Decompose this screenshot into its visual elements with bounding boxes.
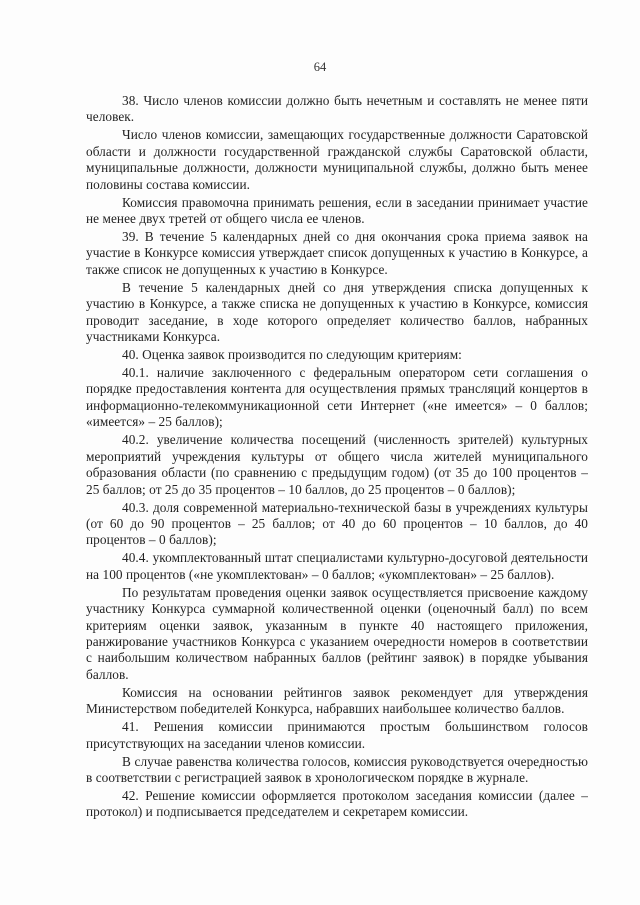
paragraph-41: 41. Решения комиссии принимаются простым большинством голосов присутствующих на заседании членов комиссии. — [86, 719, 588, 751]
paragraph-meeting: В течение 5 календарных дней со дня утверждения списка допущенных к участию в Конкурсе, а также списка не допущенных к участию в Конкурсе, комиссия проводит заседание, в ходе которого определяет количество баллов, набранных участниками Конкурса. — [86, 279, 588, 345]
paragraph-commission-members: Число членов комиссии, замещающих государственные должности Саратовской области и должности государственной гражданской службы Саратовской области, муниципальные должности, должности муниципальной службы, должно быть менее половины состава комиссии. — [86, 127, 588, 192]
paragraph-39: 39. В течение 5 календарных дней со дня окончания срока приема заявок на участие в Конкурсе комиссия утверждает список допущенных к участию в Конкурсе, а также список не допущенных к участию в Конкурсе. — [86, 229, 588, 277]
page-number: 64 — [313, 60, 327, 74]
paragraph-40-4: 40.4. укомплектованный штат специалистами культурно-досуговой деятельности на 100 процентов («не укомплектован» – 0 баллов; «укомплектован» – 25 баллов). — [86, 550, 588, 582]
paragraph-40-2: 40.2. увеличение количества посещений (численность зрителей) культурных мероприятий учреждения культуры от общего числа жителей муниципального образования области (по сравнению с предыдущим годом) (от 35 до 100 процентов – 25 баллов; от 25 до 35 процентов – 10 баллов, до 25 процентов – 0 баллов); — [86, 432, 588, 497]
paragraph-recommendation: Комиссия на основании рейтингов заявок рекомендует для утверждения Министерством победителей Конкурса, набравших наибольшее количество баллов. — [86, 684, 588, 717]
paragraph-42: 42. Решение комиссии оформляется протоколом заседания комиссии (далее – протокол) и подписывается председателем и секретарем комиссии. — [86, 787, 588, 820]
paragraph-40-1: 40.1. наличие заключенного с федеральным оператором сети соглашения о порядке предоставления контента для осуществления прямых трансляций концертов в информационно-телекоммуникационной сети Интернет («не имеется» – 0 баллов; «имеется» – 25 баллов); — [86, 365, 588, 430]
paragraph-tie-break: В случае равенства количества голосов, комиссия руководствуется очередностью в соответствии с регистрацией заявок в хронологическом порядке в журнале. — [86, 753, 588, 785]
document-body — [86, 93, 588, 822]
paragraph-38: 38. Число членов комиссии должно быть нечетным и составлять не менее пяти человек. — [86, 93, 588, 125]
paragraph-scoring: По результатам проведения оценки заявок осуществляется присвоение каждому участнику Конкурса суммарной количественной оценки (оценочный балл) по всем критериям оценки заявок, указанным в пункте 40 настоящего приложения, ранжирование участников Конкурса с указанием очередности номеров в соответствии с наибольшим количеством набранных баллов (рейтинг заявок) в порядке убывания баллов. — [86, 584, 588, 682]
paragraph-quorum: Комиссия правомочна принимать решения, если в заседании принимает участие не менее двух третей от общего числа ее членов. — [86, 194, 588, 227]
paragraph-40: 40. Оценка заявок производится по следующим критериям: — [122, 347, 462, 363]
paragraph-40-3: 40.3. доля современной материально-технической базы в учреждениях культуры (от 60 до 90 процентов – 25 баллов; от 40 до 60 процентов – 10 баллов, до 40 процентов – 0 баллов); — [86, 499, 588, 548]
